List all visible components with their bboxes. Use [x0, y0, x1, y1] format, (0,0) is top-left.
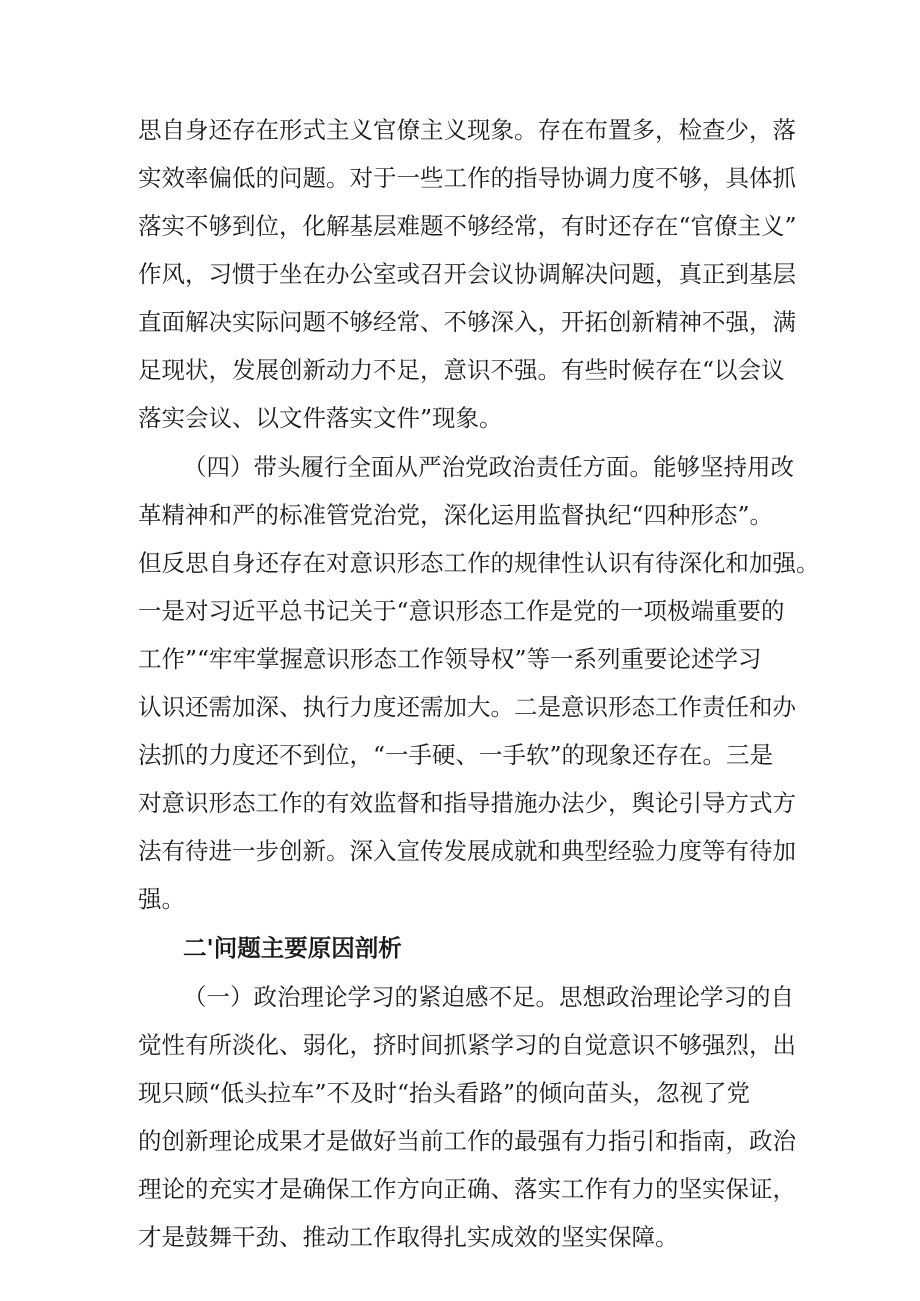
text-line: 对意识形态工作的有效监督和指导措施办法少，舆论引导方式方 [138, 789, 796, 817]
text-line: 法抓的力度还不到位，“一手硬、一手软”的现象还存在。三是 [138, 741, 774, 769]
text-line: 理论的充实才是确保工作方向正确、落实工作有力的坚实保证， [138, 1175, 796, 1203]
text-line: 才是鼓舞干劲、推动工作取得扎实成效的坚实保障。 [138, 1223, 679, 1251]
text-line: 工作”“牢牢掌握意识形态工作领导权”等一系列重要论述学习 [138, 645, 762, 673]
section-heading: 二'问题主要原因剖析 [183, 934, 402, 962]
text-line: 思自身还存在形式主义官僚主义现象。存在布置多，检查少，落 [138, 116, 796, 144]
text-line: 强。 [138, 885, 185, 913]
text-line: 但反思自身还存在对意识形态工作的规律性认识有待深化和加强。 [138, 549, 820, 577]
text-line: 革精神和严的标准管党治党，深化运用监督执纪“四种形态”。 [138, 501, 774, 529]
paragraph-start-line: （一）政治理论学习的紧迫感不足。思想政治理论学习的自 [183, 983, 794, 1011]
text-line: 法有待进一步创新。深入宣传发展成就和典型经验力度等有待加 [138, 837, 796, 865]
text-line: 的创新理论成果才是做好当前工作的最强有力指引和指南，政治 [138, 1127, 796, 1155]
paragraph-start-line: （四）带头履行全面从严治党政治责任方面。能够坚持用改 [183, 453, 794, 481]
text-line: 足现状，发展创新动力不足，意识不强。有些时候存在“以会议 [138, 356, 785, 384]
text-line: 觉性有所淡化、弱化，挤时间抓紧学习的自觉意识不够强烈，出 [138, 1031, 796, 1059]
text-line: 实效率偏低的问题。对于一些工作的指导协调力度不够，具体抓 [138, 164, 796, 192]
text-line: 认识还需加深、执行力度还需加大。二是意识形态工作责任和办 [138, 693, 796, 721]
text-line: 直面解决实际问题不够经常、不够深入，开拓创新精神不强，满 [138, 308, 796, 336]
text-line: 作风，习惯于坐在办公室或召开会议协调解决问题，真正到基层 [138, 260, 796, 288]
text-line: 现只顾“低头拉车”不及时“抬头看路”的倾向苗头，忽视了党 [138, 1079, 751, 1107]
text-line: 一是对习近平总书记关于“意识形态工作是党的一项极端重要的 [138, 597, 785, 625]
text-line: 落实会议、以文件落实文件”现象。 [138, 404, 503, 432]
text-line: 落实不够到位，化解基层难题不够经常，有时还存在“官僚主义” [138, 212, 797, 240]
